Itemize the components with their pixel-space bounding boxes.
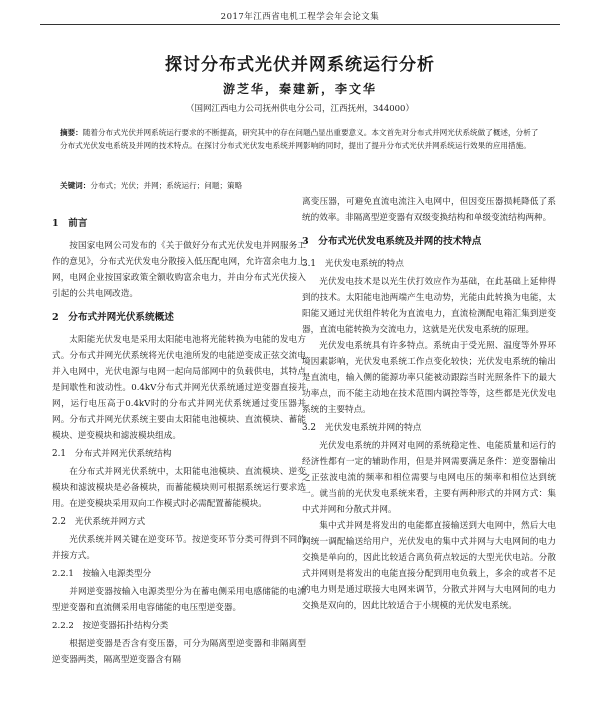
section-1-paragraph: 按国家电网公司发布的《关于做好分布式光伏发电并网服务工作的意见》，分布式光伏发电分散接入低压配电网，允许富余电力上网，电网企业按国家政策全额收购富余电力，并由分布式光伏接入引起的公共电网改造。 bbox=[52, 241, 306, 299]
right-column bbox=[302, 194, 556, 614]
section-3-1-paragraph-a: 光伏发电技术是以光生伏打效应作为基础，在此基础上延伸得到的技术。太阳能电池两端产生电动势，光能由此转换为电能，太阳能又通过光伏组件转化为直流电力，直流检测配电箱汇集到逆变器，直流电能转换为交流电力，这就是光伏发电系统的原理。 bbox=[302, 277, 556, 335]
paper-affiliation: （国网江西电力公司抚州供电分公司，江西抚州，344000） bbox=[186, 104, 414, 114]
keywords-label: 关键词： bbox=[60, 181, 91, 190]
section-2-2-2-paragraph: 根据逆变器是否含有变压器，可分为隔离型逆变器和非隔离型逆变器两类，隔离型逆变器含有隔 bbox=[52, 639, 306, 665]
section-1-heading: 1 前言 bbox=[52, 218, 88, 229]
paper-authors: 游芝华，秦建新，李文华 bbox=[222, 82, 377, 96]
keywords-text: 分布式；光伏；并网；系统运行；问题；策略 bbox=[90, 181, 243, 190]
section-2-2-1-paragraph: 并网逆变器按输入电源类型分为在蓄电侧采用电感储能的电流型逆变器和直流侧采用电容储能的电压型逆变器。 bbox=[52, 587, 306, 613]
section-3-heading: 3 分布式光伏发电系统及并网的技术特点 bbox=[302, 236, 482, 247]
continued-paragraph: 离变压器，可避免直流电流注入电网中，但因变压器损耗降低了系统的效率。非隔离型逆变器有双级变换结构和单级变流结构两种。 bbox=[302, 197, 556, 223]
section-2-2-heading: 2.2 光伏系统并网方式 bbox=[52, 517, 146, 527]
keywords bbox=[60, 180, 542, 191]
section-2-paragraph: 太阳能光伏发电是采用太阳能电池将光能转换为电能的发电方式。分布式并网光伏系统将光伏电池所发的电能逆变成正弦交流电并入电网中，光伏电源与电网一起向局部网中的负载供电，其特点是间歇性和波动性。0.4kV分布式并网光伏系统通过逆变器直接并网，运行电压高于0.4kV时的分布式并网光伏系统通过变压器并网。分布式并网光伏系统主要由太阳能电池模块、直流模块、蓄能模块、逆变模块和滤波模块组成。 bbox=[52, 335, 306, 441]
section-2-1-paragraph: 在分布式并网光伏系统中，太阳能电池模块、直流模块、逆变模块和滤波模块是必备模块，而蓄能模块则可根据系统运行要求选用。在逆变模块采用双向工作模式时必需配置蓄能模块。 bbox=[52, 467, 306, 509]
section-2-1-heading: 2.1 分布式并网光伏系统结构 bbox=[52, 449, 172, 459]
abstract-label: 摘要： bbox=[60, 128, 83, 137]
header-rule bbox=[40, 24, 560, 25]
running-header: 2017年江西省电机工程学会年会论文集 bbox=[220, 12, 380, 22]
abstract-text: 随着分布式光伏并网系统运行要求的不断提高，研究其中的存在问题凸显出重要意义。本文首先对分布式并网光伏系统做了概述，分析了分布式光伏发电系统及并网的技术特点。在探讨分布式光伏发电系统并网影响的同时，提出了提升分布式光伏并网系统运行效果的应用措施。 bbox=[60, 128, 539, 150]
section-3-2-heading: 3.2 光伏发电系统并网的特点 bbox=[302, 423, 422, 433]
paper-title: 探讨分布式光伏并网系统运行分析 bbox=[165, 55, 435, 75]
section-3-2-paragraph-b: 集中式并网是将发出的电能都直接输送到大电网中，然后大电网统一调配输送给用户，光伏发电的集中式并网与大电网间的电力交换是单向的，因此比较适合离负荷点较远的大型光伏电站。分散式并网则是将发出的电能直接分配到用电负载上，多余的或者不足的电力则是通过联接大电网来调节，分散式并网与大电网间的电力交换是双向的，因此比较适合于小规模的光伏发电系统。 bbox=[302, 521, 556, 611]
left-column bbox=[52, 208, 306, 668]
section-3-2-paragraph-a: 光伏发电系统的并网对电网的系统稳定性、电能质量和运行的经济性都有一定的辅助作用，但是并网需要满足条件：逆变器输出之正弦波电流的频率和相位需要与电网电压的频率和相位达到统一。就当前的光伏发电系统来看，主要有两种形式的并网方式：集中式并网和分散式并网。 bbox=[302, 441, 556, 515]
section-3-1-paragraph-b: 光伏发电系统具有许多特点。系统由于受光照、温度等外界环境因素影响，光伏发电系统工作点变化较快；光伏发电系统的输出是直流电，输入侧的能源功率只能被动跟踪当时光照条件下的最大功率点，而不能主动地在技术范围内调控等等，这些都是光伏发电系统的主要特点。 bbox=[302, 341, 556, 415]
section-2-heading: 2 分布式并网光伏系统概述 bbox=[52, 312, 174, 323]
section-2-2-1-heading: 2.2.1 按输入电源类型分 bbox=[52, 569, 152, 579]
abstract bbox=[60, 126, 542, 152]
section-2-2-paragraph: 光伏系统并网关键在逆变环节。按逆变环节分类可得到不同的并接方式。 bbox=[52, 535, 306, 561]
section-2-2-2-heading: 2.2.2 按逆变器拓扑结构分类 bbox=[52, 621, 169, 631]
section-3-1-heading: 3.1 光伏发电系统的特点 bbox=[302, 259, 404, 269]
